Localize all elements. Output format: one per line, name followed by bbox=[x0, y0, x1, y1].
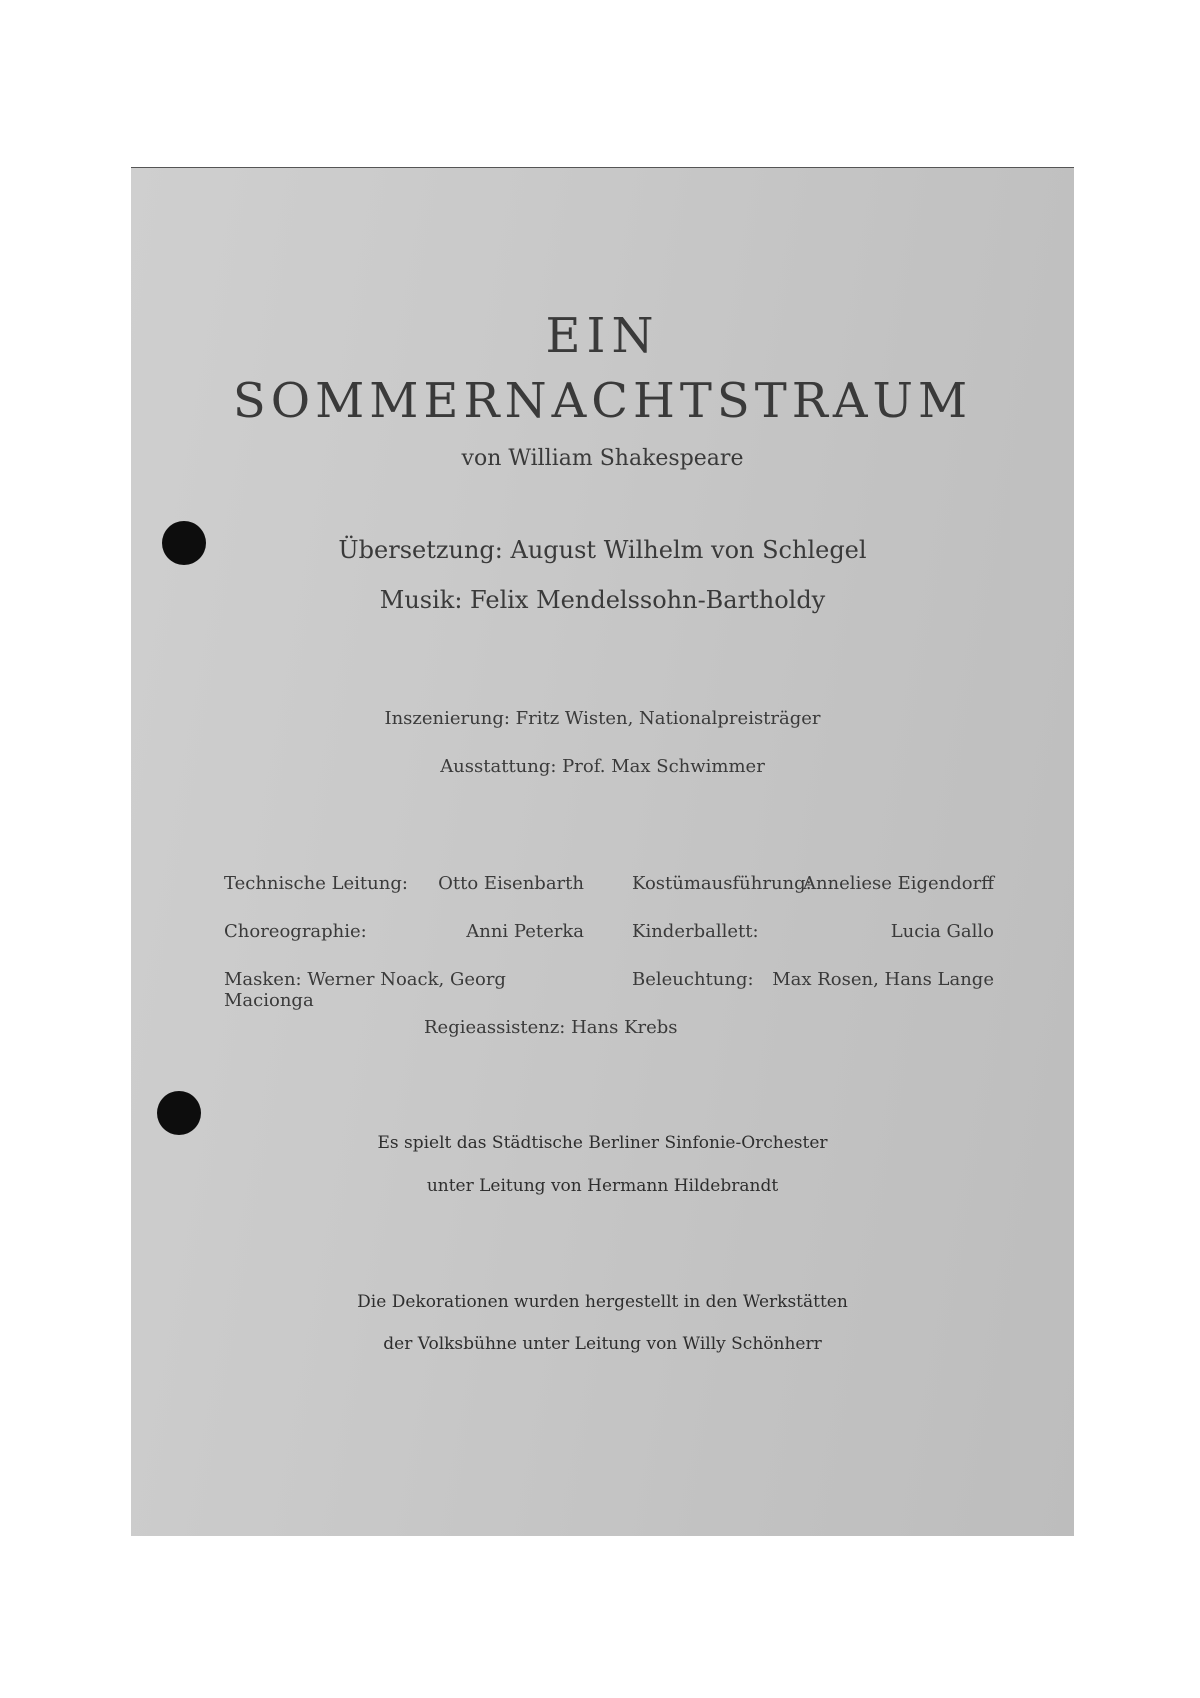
assistant-director-credit: Regieassistenz: Hans Krebs bbox=[424, 1017, 678, 1038]
staff-row-3 bbox=[224, 969, 994, 1017]
staff-row-1 bbox=[224, 873, 994, 921]
title-line-1: EIN bbox=[545, 308, 660, 364]
decorations-line-2: der Volksbühne unter Leitung von Willy Schönherr bbox=[383, 1334, 822, 1354]
program-page bbox=[131, 167, 1074, 1536]
orchestra-line-1: Es spielt das Städtische Berliner Sinfonie-Orchester bbox=[377, 1133, 828, 1153]
choreography-value: Anni Peterka bbox=[466, 921, 584, 942]
direction-credit: Inszenierung: Fritz Wisten, Nationalpreisträger bbox=[384, 708, 821, 729]
lighting-value: Max Rosen, Hans Lange bbox=[772, 969, 994, 990]
staff-credits bbox=[224, 873, 994, 1065]
costume-value: Anneliese Eigendorff bbox=[802, 873, 994, 894]
childrens-ballet-value: Lucia Gallo bbox=[890, 921, 994, 942]
costume-label: Kostümausführung: bbox=[632, 873, 812, 894]
orchestra-line-2: unter Leitung von Hermann Hildebrandt bbox=[426, 1176, 779, 1196]
punch-hole-bottom bbox=[157, 1091, 201, 1135]
lighting-label: Beleuchtung: bbox=[632, 969, 754, 990]
technical-direction-value: Otto Eisenbarth bbox=[438, 873, 584, 894]
masks-credit: Masken: Werner Noack, Georg Macionga bbox=[224, 969, 506, 1011]
title-line-2: SOMMERNACHTSTRAUM bbox=[232, 373, 973, 429]
decorations-line-1: Die Dekorationen wurden hergestellt in den Werkstätten bbox=[357, 1292, 848, 1312]
childrens-ballet-label: Kinderballett: bbox=[632, 921, 759, 942]
translation-credit: Übersetzung: August Wilhelm von Schlegel bbox=[338, 536, 867, 564]
technical-direction-label: Technische Leitung: bbox=[224, 873, 408, 894]
author-line: von William Shakespeare bbox=[461, 446, 744, 471]
staff-row-2 bbox=[224, 921, 994, 969]
choreography-label: Choreographie: bbox=[224, 921, 367, 942]
staff-row-4 bbox=[224, 1017, 994, 1065]
music-credit: Musik: Felix Mendelssohn-Bartholdy bbox=[379, 586, 826, 614]
design-credit: Ausstattung: Prof. Max Schwimmer bbox=[440, 756, 765, 777]
